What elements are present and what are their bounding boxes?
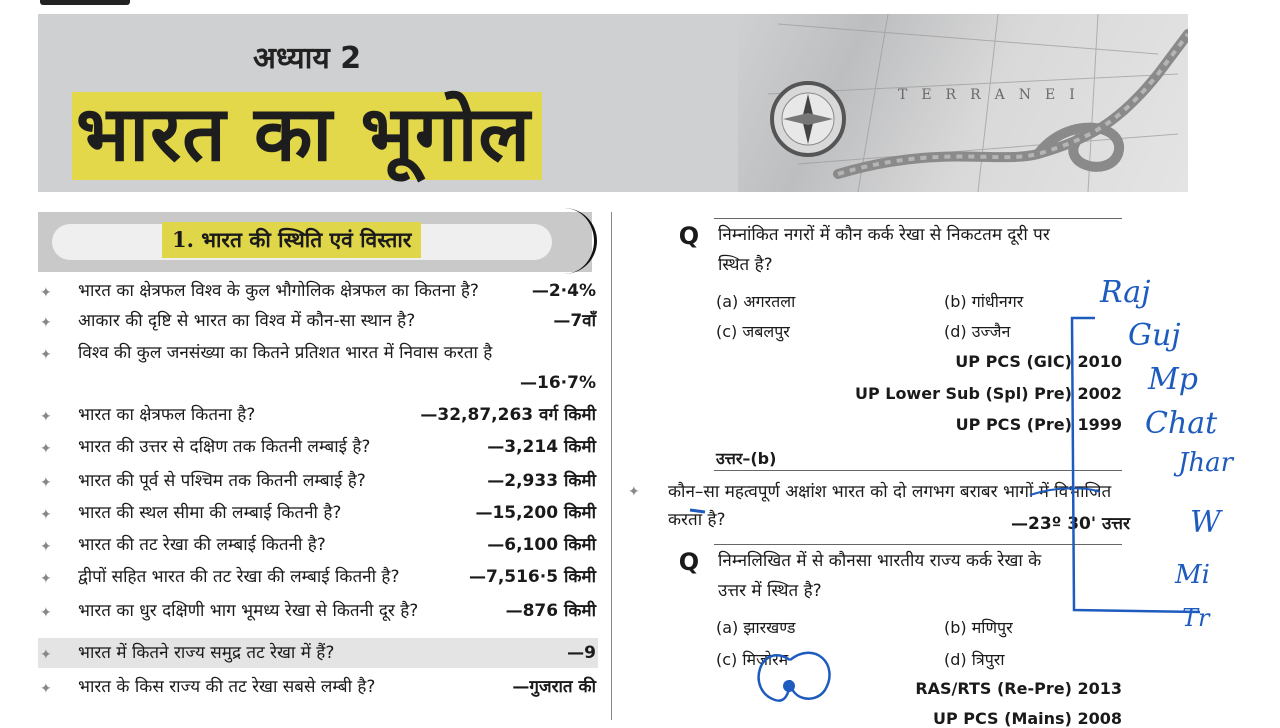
ink-tick — [690, 510, 705, 512]
chapter-number: अध्याय 2 — [253, 41, 362, 76]
fact-question: विश्व की कुल जनसंख्या का कितने प्रतिशत भारत में निवास करता है — [78, 343, 493, 363]
fact-answer: —6,100 किमी — [487, 535, 596, 555]
q1-exam-3: UP PCS (Pre) 1999 — [955, 415, 1122, 434]
fact-answer: —7,516·5 किमी — [468, 567, 596, 587]
diamond-bullet-icon: ✦ — [628, 484, 640, 500]
diamond-bullet-icon: ✦ — [40, 475, 52, 491]
ink-note-5: Jhar — [1178, 448, 1234, 478]
fact2-line1: कौन–सा महत्वपूर्ण अक्षांश भारत को दो लगभग बराबर भागों में विभाजित — [668, 482, 1112, 502]
fact-question: भारत में कितने राज्य समुद्र तट रेखा में हैं? — [78, 643, 335, 663]
fact-question: भारत के किस राज्य की तट रेखा सबसे लम्बी है? — [78, 677, 376, 697]
fact-question: भारत का धुर दक्षिणी भाग भूमध्य रेखा से कितनी दूर है? — [78, 601, 419, 621]
q2-exam-2: UP PCS (Mains) 2008 — [933, 709, 1122, 728]
fact-answer: —गुजरात की — [512, 677, 596, 697]
diamond-bullet-icon: ✦ — [40, 315, 52, 331]
fact-question: भारत की उत्तर से दक्षिण तक कितनी लम्बाई है? — [78, 437, 371, 457]
fact-answer: —7वाँ — [553, 311, 596, 331]
fact-answer: —876 किमी — [505, 601, 596, 621]
diamond-bullet-icon: ✦ — [40, 539, 52, 555]
fact-answer: —2,933 किमी — [487, 471, 596, 491]
fact-question: द्वीपों सहित भारत की तट रेखा की लम्बाई कितनी है? — [78, 567, 400, 587]
fact-answer: —15,200 किमी — [475, 503, 596, 523]
q1-exam-2: UP Lower Sub (Spl) Pre) 2002 — [854, 384, 1122, 403]
diamond-bullet-icon: ✦ — [40, 347, 52, 363]
q1-option-c: (c) जबलपुर — [716, 322, 790, 341]
diamond-bullet-icon: ✦ — [40, 507, 52, 523]
q1-exam-1: UP PCS (GIC) 2010 — [955, 352, 1122, 371]
diamond-bullet-icon: ✦ — [40, 285, 52, 301]
question-mark-icon: Q — [678, 222, 700, 250]
diamond-bullet-icon: ✦ — [40, 647, 52, 663]
q2-option-c: (c) मिजोरम — [716, 650, 789, 669]
ink-note-3: Mp — [1148, 362, 1198, 397]
fact-question: भारत की तट रेखा की लम्बाई कितनी है? — [78, 535, 326, 555]
diamond-bullet-icon: ✦ — [40, 605, 52, 621]
fact-answer: —9 — [567, 643, 596, 663]
q1-option-b: (b) गांधीनगर — [944, 292, 1024, 311]
section-title: 1. भारत की स्थिति एवं विस्तार — [162, 222, 421, 258]
fact2-line2: करता है? — [668, 510, 726, 530]
diamond-bullet-icon: ✦ — [40, 571, 52, 587]
q2-option-a: (a) झारखण्ड — [716, 618, 796, 637]
fact-answer: —16·7% — [520, 373, 596, 393]
ink-scribble — [759, 653, 830, 701]
question-mark-icon-2: Q — [678, 548, 700, 576]
q1-option-d: (d) उज्जैन — [944, 322, 1011, 341]
diamond-bullet-icon: ✦ — [40, 441, 52, 457]
q2-text-line1: निम्नलिखित में से कौनसा भारतीय राज्य कर्क रेखा के — [718, 551, 1042, 571]
fact-answer: —32,87,263 वर्ग किमी — [420, 405, 596, 425]
q1-option-a: (a) अगरतला — [716, 292, 796, 311]
page-title: भारत का भूगोल — [76, 89, 531, 178]
fact-question: भारत का क्षेत्रफल कितना है? — [78, 405, 256, 425]
q2-exam-1: RAS/RTS (Re-Pre) 2013 — [915, 679, 1122, 698]
fact-question: भारत की स्थल सीमा की लम्बाई कितनी है? — [78, 503, 342, 523]
fact-question: भारत की पूर्व से पश्चिम तक कितनी लम्बाई है? — [78, 471, 366, 491]
ink-note-1: Raj — [1100, 275, 1151, 310]
ink-note-2: Guj — [1128, 318, 1181, 353]
fact-answer: —3,214 किमी — [487, 437, 596, 457]
q2-option-b: (b) मणिपुर — [944, 618, 1013, 637]
ink-underline — [1030, 488, 1100, 495]
fact2-answer: —23º 30' उत्तर — [1011, 514, 1130, 534]
ink-note-6: W — [1190, 505, 1221, 540]
diamond-bullet-icon: ✦ — [40, 681, 52, 697]
fact-question: आकार की दृष्टि से भारत का विश्व में कौन-सा स्थान है? — [78, 311, 416, 331]
svg-text:TERRANEI: TERRANEI — [898, 87, 1089, 103]
q1-text-line2: स्थित है? — [718, 255, 773, 275]
fact-answer: —2·4% — [531, 281, 596, 301]
ink-note-8: Tr — [1182, 604, 1210, 632]
ink-note-4: Chat — [1145, 406, 1218, 441]
q2-text-line2: उत्तर में स्थित है? — [718, 581, 822, 601]
fact-question: भारत का क्षेत्रफल विश्व के कुल भौगोलिक क्षेत्रफल का कितना है? — [78, 281, 479, 301]
ink-note-7: Mi — [1175, 560, 1210, 590]
q1-answer: उत्तर–(b) — [716, 449, 777, 468]
q1-text-line1: निम्नांकित नगरों में कौन कर्क रेखा से निकटतम दूरी पर — [718, 225, 1050, 245]
q2-option-d: (d) त्रिपुरा — [944, 650, 1005, 669]
ink-dot — [783, 680, 795, 692]
diamond-bullet-icon: ✦ — [40, 409, 52, 425]
